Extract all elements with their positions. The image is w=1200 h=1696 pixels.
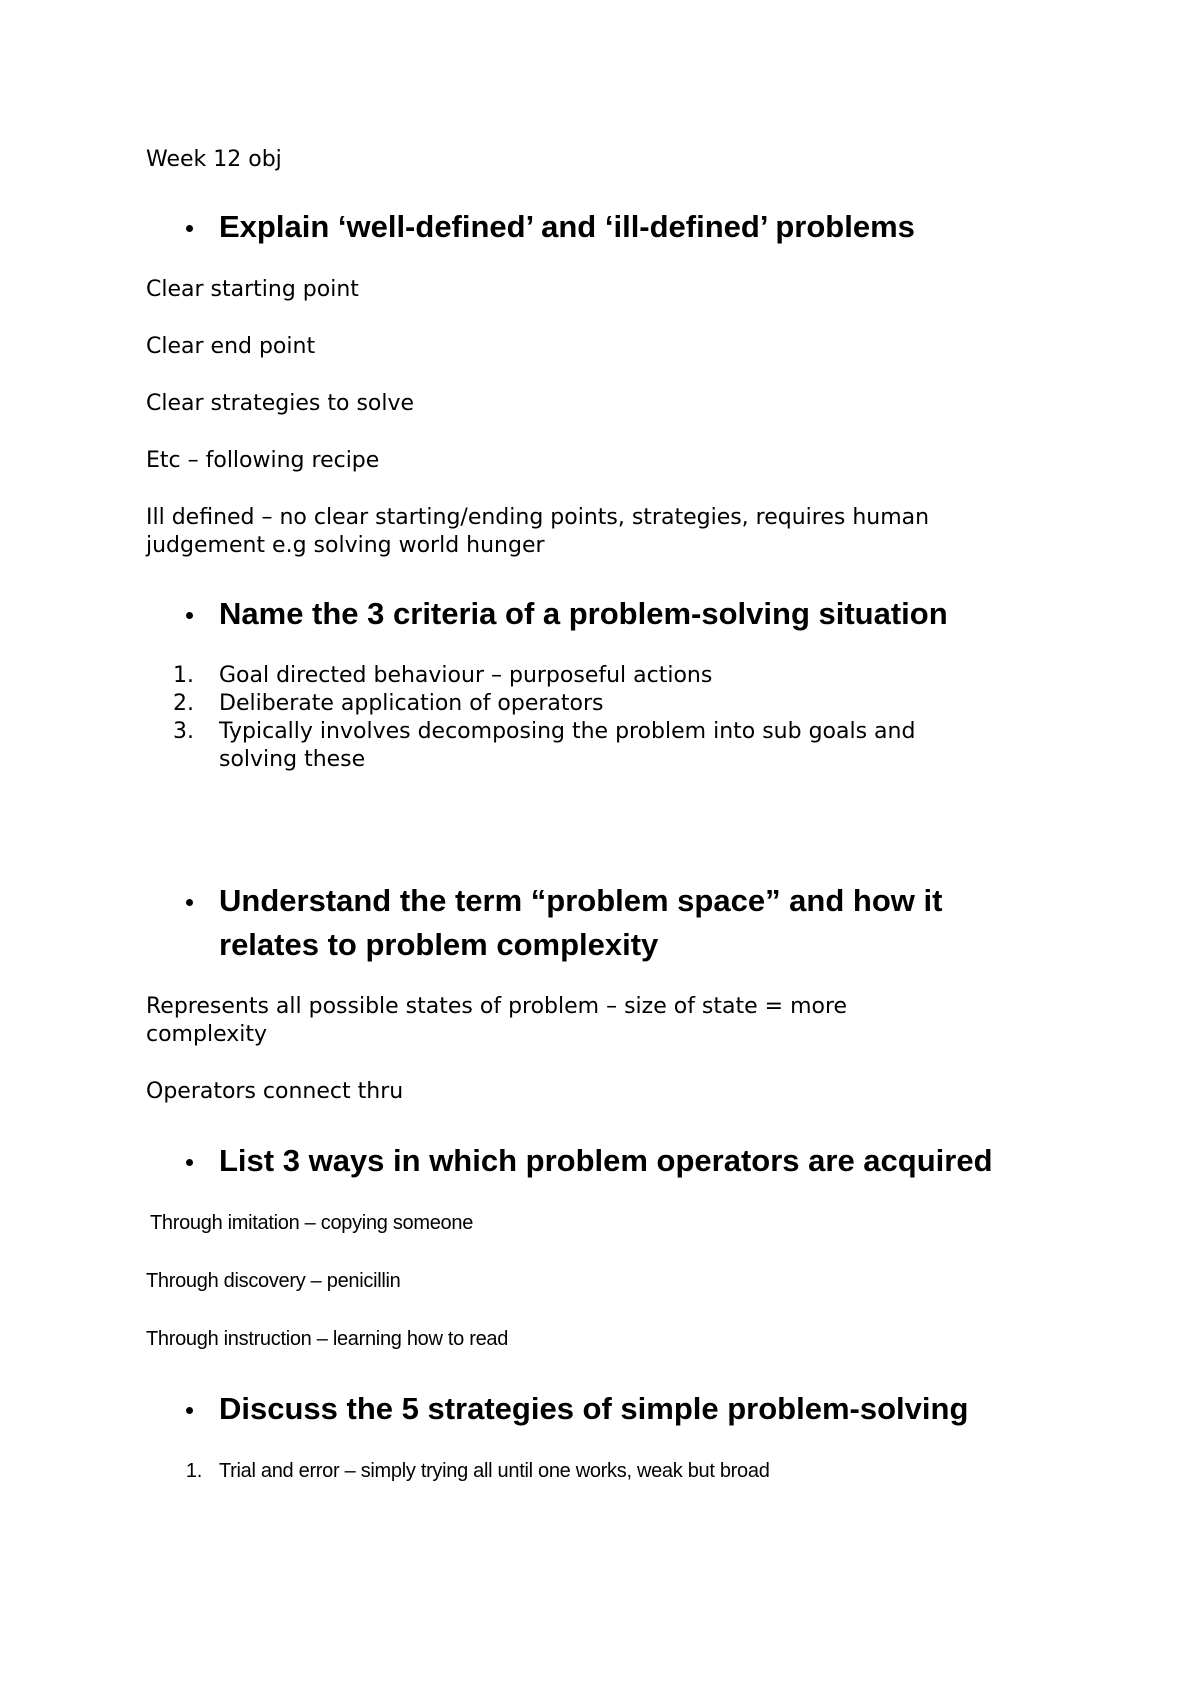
list-item-trial-and-error: Trial and error – simply trying all until one works, weak but broad [219,1460,770,1482]
list-item-deliberate: Deliberate application of operators [219,691,604,716]
paragraph-represents-line-2: complexity [146,1022,267,1047]
bullet-icon [186,899,193,906]
paragraph-instruction: Through instruction – learning how to read [146,1328,509,1350]
section-heading-strategies: Discuss the 5 strategies of simple problem-solving [219,1391,969,1426]
bullet-icon [186,1407,193,1414]
section-heading-operators-acquired: List 3 ways in which problem operators are acquired [219,1143,993,1178]
bullet-icon [186,612,193,619]
paragraph-clear-start: Clear starting point [146,277,359,302]
section-heading-problem-space-line-2: relates to problem complexity [219,927,659,962]
paragraph-etc-recipe: Etc – following recipe [146,448,380,473]
paragraph-ill-defined-line-1: Ill defined – no clear starting/ending points, strategies, requires human [146,505,930,530]
bullet-icon [186,225,193,232]
list-item-goal-directed: Goal directed behaviour – purposeful actions [219,663,713,688]
section-heading-well-defined: Explain ‘well-defined’ and ‘ill-defined’ problems [219,209,915,244]
section-heading-criteria: Name the 3 criteria of a problem-solving situation [219,596,948,631]
bullet-icon [186,1159,193,1166]
list-number: 1. [185,1460,202,1482]
section-heading-problem-space-line-1: Understand the term “problem space” and how it [219,883,943,918]
paragraph-represents-line-1: Represents all possible states of problem – size of state = more [146,994,848,1019]
list-number: 3. [173,719,194,744]
paragraph-imitation: Through imitation – copying someone [150,1212,474,1234]
list-number: 1. [173,663,194,688]
list-item-decomposing-line-2: solving these [219,747,366,772]
paragraph-ill-defined-line-2: judgement e.g solving world hunger [146,533,545,558]
paragraph-clear-strategies: Clear strategies to solve [146,391,415,416]
paragraph-operators-connect: Operators connect thru [146,1079,404,1104]
list-number: 2. [173,691,194,716]
document-title: Week 12 obj [146,147,282,172]
paragraph-discovery: Through discovery – penicillin [146,1270,401,1292]
paragraph-clear-end: Clear end point [146,334,316,359]
list-item-decomposing-line-1: Typically involves decomposing the problem into sub goals and [219,719,916,744]
